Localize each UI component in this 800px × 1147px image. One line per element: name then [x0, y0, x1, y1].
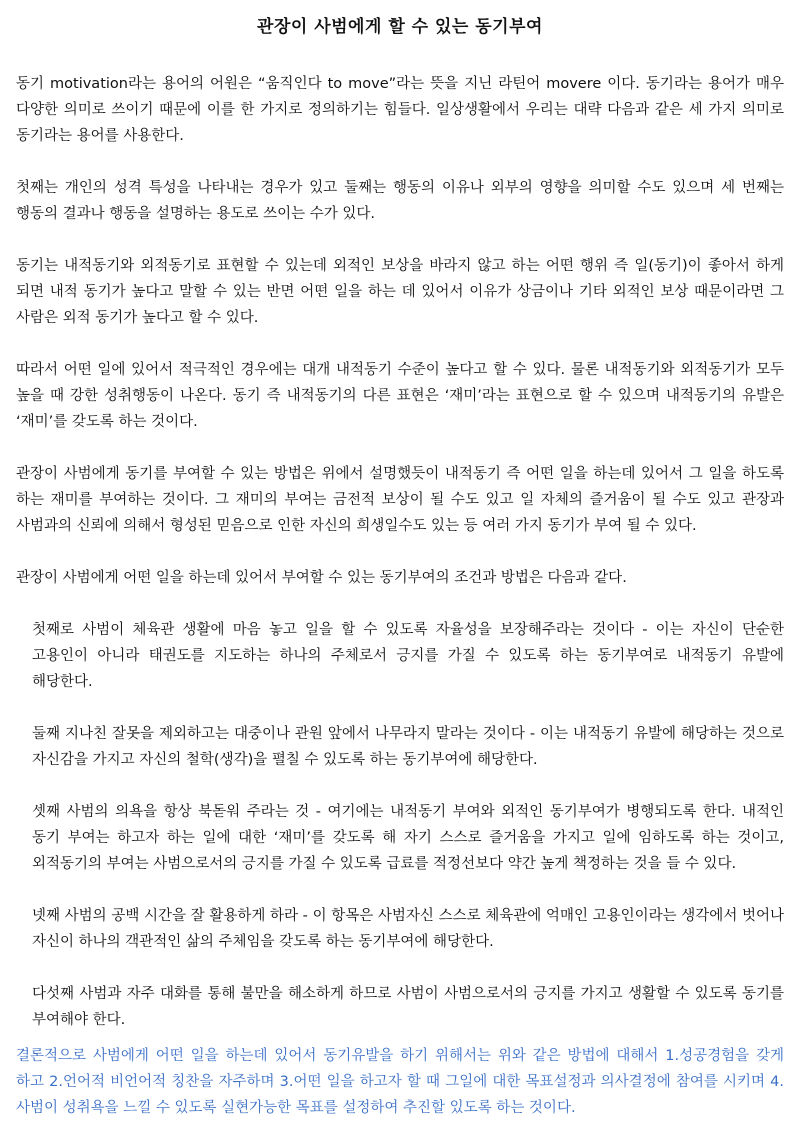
- paragraph-intrinsic-extrinsic: 동기는 내적동기와 외적동기로 표현할 수 있는데 외적인 보상을 바라지 않고 하는 어떤 행위 즉 일(동기)이 좋아서 하게 되면 내적 동기가 높다고 말할 수 있는 반면 어떤 일을 하는 데 있어서 이유가 상금이나 기타 외적인 보상 때문이라면 그 사람은 외적 동기가 높다고 할 수 있다.: [16, 258, 784, 326]
- list-item-fourth: 넷째 사범의 공백 시간을 잘 활용하게 하라 - 이 항목은 사범자신 스스로 체육관에 억매인 고용인이라는 생각에서 벗어나 자신이 하나의 객관적인 삶의 주체임을 갖도록 하는 동기부여에 해당한다.: [32, 908, 784, 950]
- list-item-first: 첫째로 사범이 체육관 생활에 마음 놓고 일을 할 수 있도록 자율성을 보장해주라는 것이다 - 이는 자신이 단순한 고용인이 아니라 태권도를 지도하는 하나의 주체로서 긍지를 가질 수 있도록 하는 동기부여로 내적동기 유발에 해당한다.: [32, 622, 784, 690]
- paragraph-fun-expression: 따라서 어떤 일에 있어서 적극적인 경우에는 대개 내적동기 수준이 높다고 할 수 있다. 물론 내적동기와 외적동기가 모두 높을 때 강한 성취행동이 나온다. 동기 즉 내적동기의 다른 표현은 ‘재미’라는 표현으로 할 수 있으며 내적동기의 유발은 ‘재미’를 갖도록 하는 것이다.: [16, 362, 784, 430]
- paragraph-motivation-definition: 동기 motivation라는 용어의 어원은 “움직인다 to move”라는 뜻을 지닌 라틴어 movere 이다. 동기라는 용어가 매우 다양한 의미로 쓰이기 때문에 이를 한 가지로 정의하기는 힘들다. 일상생활에서 우리는 대략 다음과 같은 세 가지 의미로 동기라는 용어를 사용한다.: [16, 76, 784, 144]
- list-item-second: 둘째 지나친 잘못을 제외하고는 대중이나 관원 앞에서 나무라지 말라는 것이다 - 이는 내적동기 유발에 해당하는 것으로 자신감을 가지고 자신의 철학(생각)을 펼칠 수 있도록 하는 동기부여에 해당한다.: [32, 726, 784, 768]
- document-title: 관장이 사범에게 할 수 있는 동기부여: [257, 17, 543, 37]
- list-item-fifth: 다섯째 사범과 자주 대화를 통해 불만을 해소하게 하므로 사범이 사범으로서의 긍지를 가지고 생활할 수 있도록 동기를 부여해야 한다.: [32, 986, 784, 1028]
- list-item-third: 셋째 사범의 의욕을 항상 북돋워 주라는 것 - 여기에는 내적동기 부여와 외적인 동기부여가 병행되도록 한다. 내적인 동기 부여는 하고자 하는 일에 대한 ‘재미’를 갖도록 해 자기 스스로 즐거움을 가지고 일에 임하도록 하는 것이고, 외적동기의 부여는 사범으로서의 긍지를 가질 수 있도록 급료를 적정선보다 약간 높게 책정하는 것을 들 수 있다.: [32, 804, 784, 872]
- paragraph-three-meanings: 첫째는 개인의 성격 특성을 나타내는 경우가 있고 둘째는 행동의 이유나 외부의 영향을 의미할 수도 있으며 세 번째는 행동의 결과나 행동을 설명하는 용도로 쓰이는 수가 있다.: [16, 180, 784, 222]
- paragraph-methods-intro: 관장이 사범에게 동기를 부여할 수 있는 방법은 위에서 설명했듯이 내적동기 즉 어떤 일을 하는데 있어서 그 일을 하도록 하는 재미를 부여하는 것이다. 그 재미의 부여는 금전적 보상이 될 수도 있고 일 자체의 즐거움이 될 수도 있고 관장과 사범과의 신뢰에 의해서 형성된 믿음으로 인한 자신의 희생일수도 있는 등 여러 가지 동기가 부여 될 수 있다.: [16, 466, 784, 534]
- conclusion-paragraph: 결론적으로 사범에게 어떤 일을 하는데 있어서 동기유발을 하기 위해서는 위와 같은 방법에 대해서 1.성공경험을 갖게 하고 2.언어적 비언어적 칭찬을 자주하며 3.어떤 일을 하고자 할 때 그일에 대한 목표설정과 의사결정에 참여를 시키며 4.사범이 성취욕을 느낄 수 있도록 실현가능한 목표를 설정하여 추진할 있도록 하는 것이다.: [16, 1048, 784, 1116]
- motivation-methods-list: [16, 617, 784, 1033]
- paragraph-conditions-lead: 관장이 사범에게 어떤 일을 하는데 있어서 부여할 수 있는 동기부여의 조건과 방법은 다음과 같다.: [16, 570, 627, 586]
